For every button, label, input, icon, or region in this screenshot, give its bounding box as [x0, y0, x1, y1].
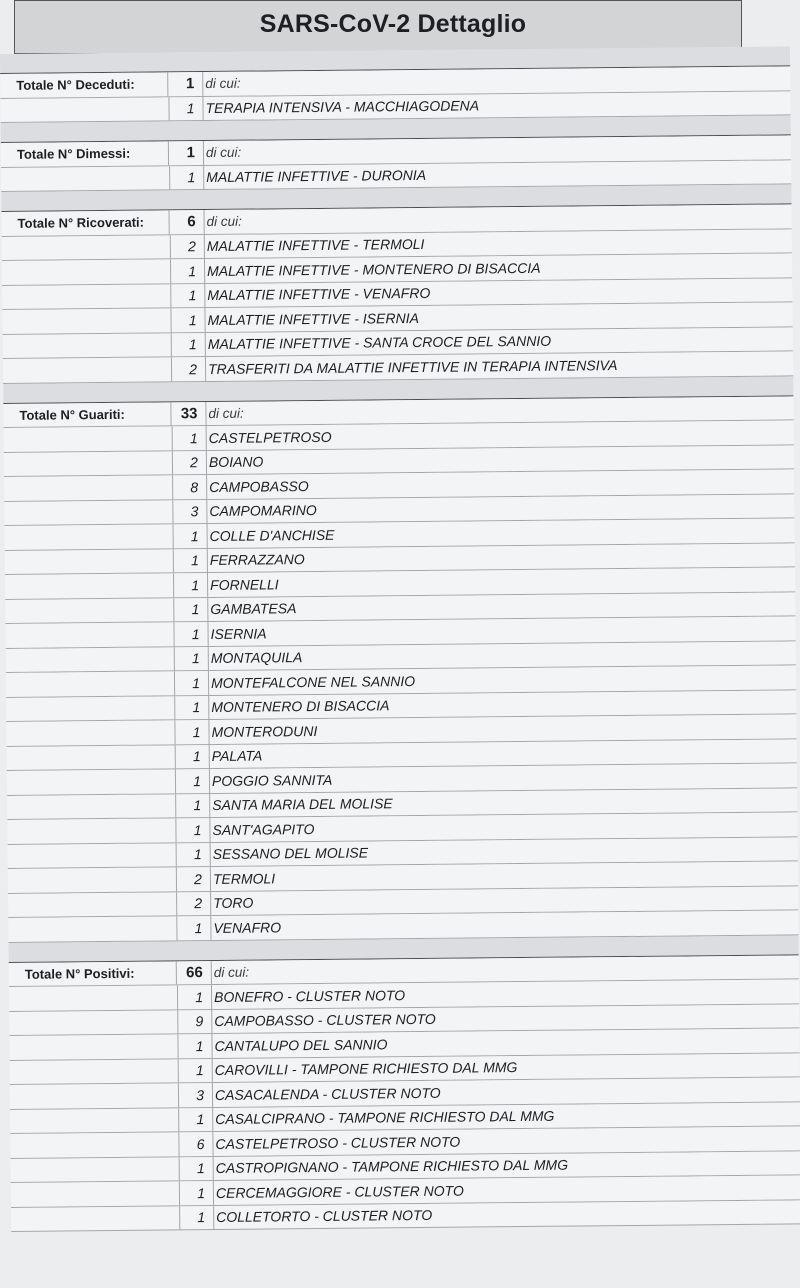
item-count: 1: [193, 821, 202, 838]
item-description: MALATTIE INFETTIVE - MONTENERO DI BISACCIA: [204, 253, 792, 282]
item-count: 1: [196, 1160, 205, 1177]
item-count: 1: [190, 527, 199, 544]
item-count: 1: [191, 625, 200, 642]
item-description: TERAPIA INTENSIVA - MACCHIAGODENA: [202, 91, 790, 120]
item-count: 1: [191, 650, 200, 667]
item-description: MONTAQUILA: [208, 641, 796, 670]
item-description: MONTERODUNI: [208, 714, 796, 743]
item-count: 1: [193, 797, 202, 814]
item-description: TERMOLI: [210, 861, 798, 890]
item-count: 8: [190, 478, 199, 495]
section-dicui: di cui:: [204, 204, 792, 233]
item-count: 2: [194, 870, 203, 887]
item-description: FORNELLI: [207, 567, 795, 596]
item-description: MALATTIE INFETTIVE - SANTA CROCE DEL SANNIO: [205, 327, 793, 356]
item-count: 1: [195, 988, 204, 1005]
item-description: GAMBATESA: [207, 592, 795, 621]
item-count: 1: [192, 699, 201, 716]
item-count: 1: [188, 262, 197, 279]
item-count: 1: [191, 576, 200, 593]
item-description: CERCEMAGGIORE - CLUSTER NOTO: [213, 1175, 800, 1204]
item-description: SESSANO DEL MOLISE: [210, 837, 798, 866]
section-dicui: di cui:: [203, 135, 791, 164]
item-description: MALATTIE INFETTIVE - TERMOLI: [204, 229, 792, 258]
item-description: CASACALENDA - CLUSTER NOTO: [212, 1077, 800, 1106]
section-label: Totale N° Dimessi:: [1, 141, 169, 166]
detail-table: [0, 46, 800, 1232]
item-description: CASTELPETROSO: [206, 420, 794, 449]
section-dicui: di cui:: [205, 396, 793, 425]
section-total: 33: [180, 404, 198, 423]
item-count: 1: [186, 100, 195, 117]
item-count: 2: [190, 454, 199, 471]
table-grid: [0, 46, 800, 1232]
item-count: 1: [197, 1184, 206, 1201]
item-count: 1: [193, 772, 202, 789]
item-count: 1: [196, 1111, 205, 1128]
item-count: 1: [192, 748, 201, 765]
item-count: 2: [187, 238, 196, 255]
item-description: ISERNIA: [207, 616, 795, 645]
item-description: MALATTIE INFETTIVE - DURONIA: [203, 160, 791, 189]
section-label: Totale N° Positivi:: [9, 961, 177, 986]
item-count: 1: [192, 674, 201, 691]
item-count: 1: [192, 723, 201, 740]
item-count: 1: [189, 429, 198, 446]
item-description: MONTEFALCONE NEL SANNIO: [208, 665, 796, 694]
item-description: CASTELPETROSO - CLUSTER NOTO: [212, 1126, 800, 1155]
item-count: 1: [197, 1209, 206, 1226]
item-count: 1: [195, 1062, 204, 1079]
document-title: SARS-CoV-2 Dettaglio: [259, 9, 527, 38]
item-description: SANT'AGAPITO: [209, 812, 797, 841]
item-count: 1: [187, 169, 196, 186]
item-count: 9: [195, 1013, 204, 1030]
item-description: TRASFERITI DA MALATTIE INFETTIVE IN TERAPIA INTENSIVA: [205, 351, 793, 380]
section-total: 1: [186, 144, 196, 162]
item-count: 2: [189, 360, 198, 377]
item-count: 1: [188, 287, 197, 304]
section-total: 66: [186, 963, 203, 982]
item-count: 1: [188, 336, 197, 353]
section-total: 6: [187, 213, 196, 231]
item-count: 1: [191, 601, 200, 618]
item-description: VENAFRO: [210, 910, 798, 939]
item-description: COLLETORTO - CLUSTER NOTO: [213, 1200, 800, 1229]
item-count: 6: [196, 1135, 205, 1152]
item-description: CASTROPIGNANO - TAMPONE RICHIESTO DAL MMG: [213, 1151, 800, 1180]
item-description: BONEFRO - CLUSTER NOTO: [211, 979, 799, 1008]
item-description: MALATTIE INFETTIVE - ISERNIA: [204, 302, 792, 331]
item-count: 3: [196, 1086, 205, 1103]
section-label: Totale N° Ricoverati:: [2, 210, 170, 235]
item-description: CAMPOBASSO - CLUSTER NOTO: [211, 1004, 799, 1033]
item-count: 1: [190, 552, 199, 569]
item-count: 1: [188, 311, 197, 328]
item-description: CAMPOMARINO: [206, 494, 794, 523]
item-description: CASALCIPRANO - TAMPONE RICHIESTO DAL MMG: [212, 1102, 800, 1131]
item-description: MALATTIE INFETTIVE - VENAFRO: [204, 278, 792, 307]
item-description: POGGIO SANNITA: [209, 763, 797, 792]
item-count: 3: [190, 503, 199, 520]
item-description: CANTALUPO DEL SANNIO: [211, 1028, 799, 1057]
section-label: Totale N° Deceduti:: [0, 72, 168, 97]
item-description: CAMPOBASSO: [206, 469, 794, 498]
section-total: 1: [185, 75, 195, 93]
item-description: FERRAZZANO: [207, 543, 795, 572]
item-description: MONTENERO DI BISACCIA: [208, 690, 796, 719]
section-dicui: di cui:: [211, 955, 799, 984]
item-description: COLLE D'ANCHISE: [207, 518, 795, 547]
item-description: SANTA MARIA DEL MOLISE: [209, 788, 797, 817]
item-description: CAROVILLI - TAMPONE RICHIESTO DAL MMG: [212, 1053, 800, 1082]
item-count: 1: [193, 846, 202, 863]
document-title-box: [14, 0, 742, 54]
item-description: PALATA: [209, 739, 797, 768]
item-count: 1: [195, 1037, 204, 1054]
section-label: Totale N° Guariti:: [3, 402, 171, 427]
section-dicui: di cui:: [202, 66, 790, 95]
item-count: 1: [194, 919, 203, 936]
item-count: 2: [194, 895, 203, 912]
item-description: BOIANO: [206, 445, 794, 474]
item-description: TORO: [210, 886, 798, 915]
